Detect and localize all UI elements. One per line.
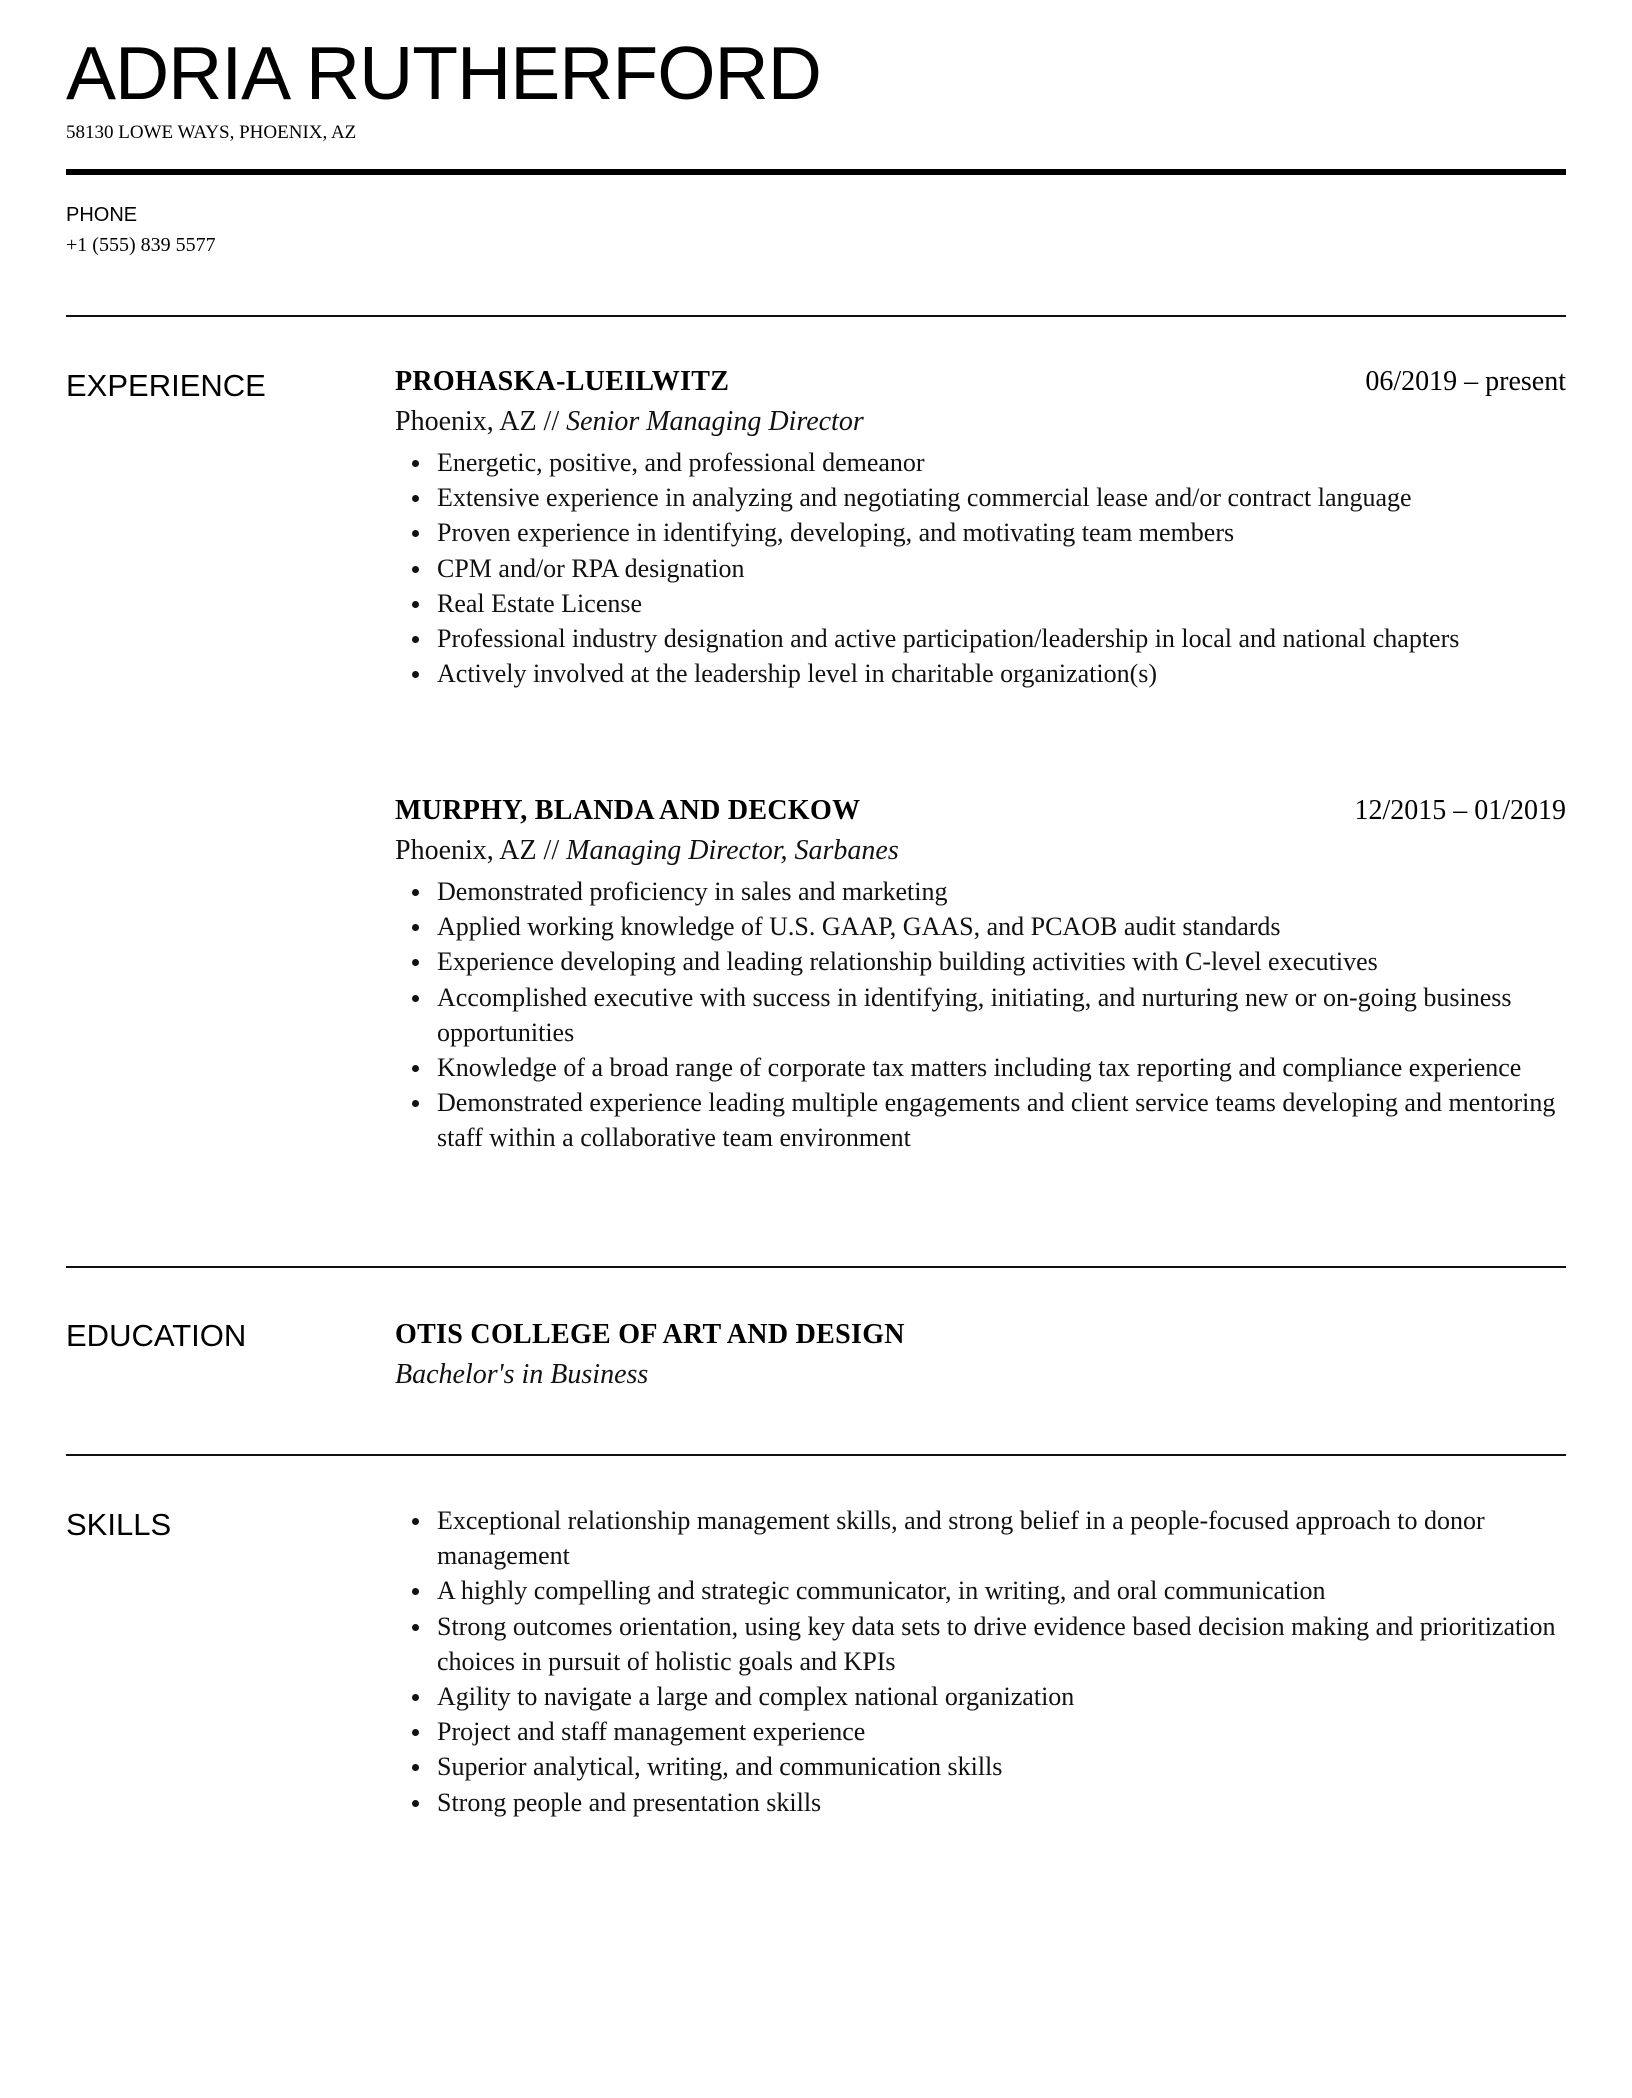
candidate-name: ADRIA RUTHERFORD — [66, 31, 821, 115]
bullet-icon — [412, 460, 419, 467]
list-item — [395, 515, 1566, 550]
bullet-icon — [412, 889, 419, 896]
skill-text: Agility to navigate a large and complex national organization — [437, 1682, 1075, 1712]
bullet-icon — [412, 959, 419, 966]
skill-text: A highly compelling and strategic communicator, in writing, and oral communication — [437, 1576, 1326, 1606]
list-item — [395, 944, 1566, 979]
bullet-icon — [412, 924, 419, 931]
section-divider — [66, 315, 1566, 317]
list-item — [395, 586, 1566, 621]
phone-number: +1 (555) 839 5577 — [66, 234, 216, 256]
job-location: Phoenix, AZ // — [395, 406, 560, 437]
job-header — [395, 362, 1566, 402]
skills-list — [395, 1503, 1566, 1820]
job-bullets — [395, 445, 1566, 691]
job-bullets — [395, 874, 1566, 1156]
job-entry — [395, 362, 1566, 691]
bullet-icon — [412, 671, 419, 678]
bullet-icon — [412, 1518, 419, 1525]
bullet-text: Energetic, positive, and professional demeanor — [437, 448, 925, 477]
section-divider — [66, 1454, 1566, 1456]
job-entry — [395, 791, 1566, 1156]
skill-text: Strong people and presentation skills — [437, 1787, 822, 1817]
bullet-text: Experience developing and leading relationship building activities with C-level executives — [437, 947, 1378, 977]
list-item — [395, 1085, 1566, 1155]
bullet-icon — [412, 530, 419, 537]
bullet-icon — [412, 995, 419, 1002]
bullet-icon — [412, 1694, 419, 1701]
job-header — [395, 791, 1566, 831]
list-item — [395, 1679, 1566, 1714]
list-item — [395, 656, 1566, 691]
candidate-address: 58130 LOWE WAYS, PHOENIX, AZ — [66, 122, 357, 143]
bullet-text: Accomplished executive with success in identifying, initiating, and nurturing new or on-going business opportunities — [437, 982, 1512, 1047]
job-location-role — [395, 831, 1566, 871]
bullet-text: Extensive experience in analyzing and negotiating commercial lease and/or contract language — [437, 483, 1412, 513]
degree: Bachelor's in Business — [395, 1359, 649, 1390]
bullet-icon — [412, 601, 419, 608]
list-item — [395, 445, 1566, 480]
school-name: OTIS COLLEGE OF ART AND DESIGN — [395, 1319, 905, 1350]
company-name: MURPHY, BLANDA AND DECKOW — [395, 795, 861, 826]
job-role: Senior Managing Director — [566, 406, 864, 437]
bullet-text: Demonstrated proficiency in sales and marketing — [437, 877, 948, 906]
bullet-text: CPM and/or RPA designation — [437, 553, 745, 583]
bullet-icon — [412, 1764, 419, 1771]
list-item — [395, 909, 1566, 944]
job-location-role — [395, 402, 1566, 442]
bullet-text: Real Estate License — [437, 588, 643, 618]
bullet-text: Demonstrated experience leading multiple engagements and client service teams developing and mentoring staff within a collaborative team environment — [437, 1088, 1556, 1153]
skills-list-container — [395, 1503, 1566, 1820]
list-item — [395, 1050, 1566, 1085]
bullet-text: Knowledge of a broad range of corporate tax matters including tax reporting and compliance experience — [437, 1053, 1522, 1083]
bullet-text: Applied working knowledge of U.S. GAAP, GAAS, and PCAOB audit standards — [437, 912, 1281, 942]
skills-heading: SKILLS — [66, 1507, 172, 1542]
bullet-icon — [412, 636, 419, 643]
bullet-icon — [412, 1100, 419, 1107]
skill-text: Exceptional relationship management skills, and strong belief in a people-focused approach to donor management — [437, 1506, 1485, 1571]
education-entry — [395, 1315, 1566, 1395]
bullet-text: Proven experience in identifying, developing, and motivating team members — [437, 518, 1235, 548]
bullet-icon — [412, 1729, 419, 1736]
list-item — [395, 480, 1566, 515]
bullet-text: Professional industry designation and active participation/leadership in local and national chapters — [437, 624, 1460, 654]
education-heading: EDUCATION — [66, 1318, 247, 1353]
bullet-icon — [412, 566, 419, 573]
experience-heading: EXPERIENCE — [66, 368, 266, 403]
bullet-text: Actively involved at the leadership level in charitable organization(s) — [437, 659, 1158, 689]
bullet-icon — [412, 1624, 419, 1631]
bullet-icon — [412, 495, 419, 502]
job-role: Managing Director, Sarbanes — [566, 835, 899, 866]
company-name: PROHASKA-LUEILWITZ — [395, 366, 730, 397]
job-dates: 06/2019 – present — [1365, 366, 1566, 397]
bullet-icon — [412, 1588, 419, 1595]
list-item — [395, 980, 1566, 1050]
list-item — [395, 1749, 1566, 1784]
list-item — [395, 1609, 1566, 1679]
list-item — [395, 1503, 1566, 1573]
skill-text: Superior analytical, writing, and communication skills — [437, 1752, 1003, 1782]
list-item — [395, 1573, 1566, 1608]
skill-text: Project and staff management experience — [437, 1717, 866, 1747]
list-item — [395, 874, 1566, 909]
header-divider — [66, 169, 1566, 175]
bullet-icon — [412, 1065, 419, 1072]
phone-label: PHONE — [66, 204, 138, 226]
bullet-icon — [412, 1800, 419, 1807]
section-divider — [66, 1266, 1566, 1268]
list-item — [395, 1785, 1566, 1820]
job-dates: 12/2015 – 01/2019 — [1354, 795, 1566, 826]
skill-text: Strong outcomes orientation, using key data sets to drive evidence based decision making and prioritization choices in pursuit of holistic goals and KPIs — [437, 1611, 1556, 1676]
job-location: Phoenix, AZ // — [395, 835, 560, 866]
list-item — [395, 621, 1566, 656]
list-item — [395, 551, 1566, 586]
list-item — [395, 1714, 1566, 1749]
